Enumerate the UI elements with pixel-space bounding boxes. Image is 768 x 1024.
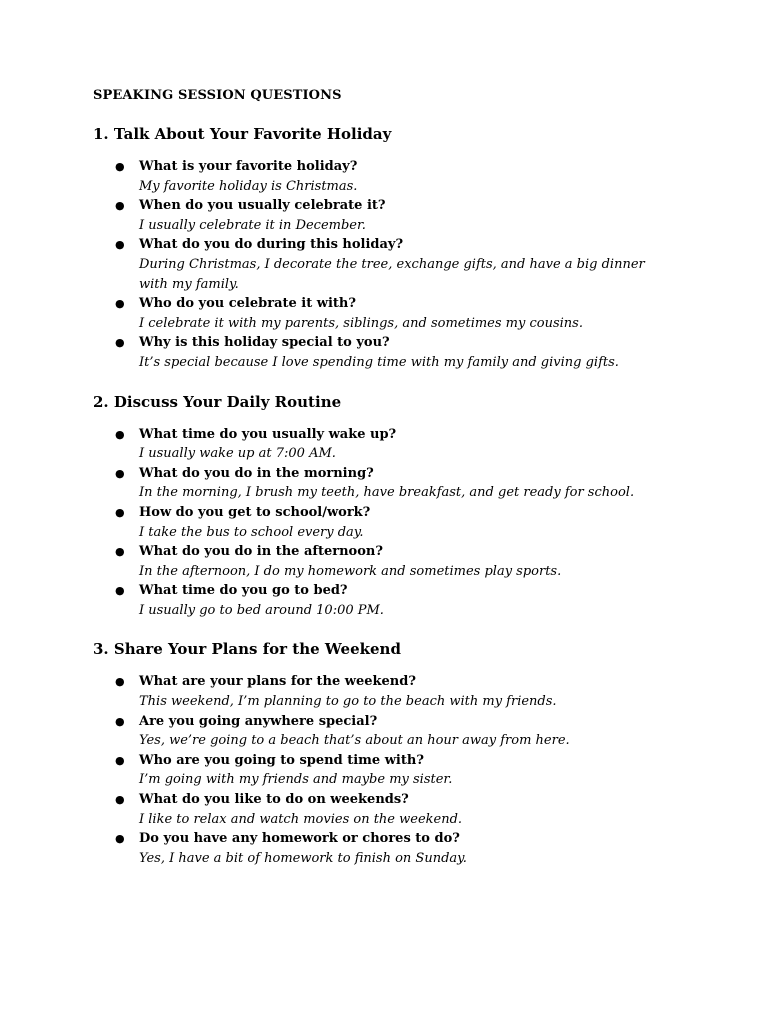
question-text: Who are you going to spend time with? [139,752,424,768]
list-item [93,751,693,790]
list-item [93,464,693,503]
list-item [93,542,693,581]
question-text: How do you get to school/work? [139,504,371,520]
question-list [93,425,693,621]
bullet-icon: ● [115,199,125,213]
list-item [93,157,693,196]
section-favorite-holiday [93,123,693,373]
bullet-icon: ● [115,832,125,846]
list-item [93,425,693,464]
list-item [93,581,693,620]
list-item [93,235,693,294]
section-heading: 2. Discuss Your Daily Routine [93,392,342,411]
bullet-icon: ● [115,714,125,728]
answer-text: I take the bus to school every day. [139,524,364,540]
list-item [93,672,693,711]
bullet-icon: ● [115,297,125,311]
bullet-icon: ● [115,505,125,519]
answer-text: I usually wake up at 7:00 AM. [139,446,336,462]
section-heading: 3. Share Your Plans for the Weekend [93,640,401,659]
list-item [93,712,693,751]
list-item [93,790,693,829]
answer-text: Yes, we’re going to a beach that’s about an hour away from here. [139,733,570,749]
answer-text: In the morning, I brush my teeth, have breakfast, and get ready for school. [139,485,635,501]
bullet-icon: ● [115,545,125,559]
document-page [93,86,693,886]
bullet-icon: ● [115,466,125,480]
section-daily-routine [93,391,693,621]
answer-text: My favorite holiday is Christmas. [139,178,358,194]
bullet-icon: ● [115,584,125,598]
answer-text: Yes, I have a bit of homework to finish on Sunday. [139,850,467,866]
question-text: Are you going anywhere special? [139,713,378,729]
list-item [93,829,693,868]
question-text: What do you like to do on weekends? [139,792,409,808]
question-text: What do you do in the afternoon? [139,544,383,560]
answer-text: I’m going with my friends and maybe my sister. [139,772,453,788]
list-item [93,294,693,333]
question-list [93,672,693,868]
question-text: Do you have any homework or chores to do? [139,831,460,847]
question-text: What do you do in the morning? [139,465,374,481]
bullet-icon: ● [115,675,125,689]
bullet-icon: ● [115,793,125,807]
answer-text: I celebrate it with my parents, siblings, and sometimes my cousins. [139,315,583,331]
answer-text: I like to relax and watch movies on the weekend. [139,811,463,827]
question-text: Why is this holiday special to you? [139,335,390,351]
list-item [93,503,693,542]
list-item [93,333,693,372]
section-heading: 1. Talk About Your Favorite Holiday [93,125,392,143]
question-list [93,157,693,373]
answer-text: It’s special because I love spending time with my family and giving gifts. [139,354,619,370]
answer-text: During Christmas, I decorate the tree, exchange gifts, and have a big dinner with my family. [139,256,645,292]
question-text: What is your favorite holiday? [139,159,358,174]
list-item [93,196,693,235]
question-text: What time do you go to bed? [139,583,348,599]
answer-text: I usually celebrate it in December. [139,217,366,233]
answer-text: I usually go to bed around 10:00 PM. [139,602,384,618]
bullet-icon: ● [115,427,125,441]
question-text: Who do you celebrate it with? [139,296,356,312]
question-text: What do you do during this holiday? [139,237,404,253]
answer-text: This weekend, I’m planning to go to the beach with my friends. [139,694,557,710]
question-text: What time do you usually wake up? [139,426,397,442]
section-weekend-plans [93,638,693,868]
bullet-icon: ● [115,336,125,350]
answer-text: In the afternoon, I do my homework and sometimes play sports. [139,563,562,579]
bullet-icon: ● [115,238,125,252]
bullet-icon: ● [115,753,125,767]
bullet-icon: ● [115,160,125,173]
question-text: What are your plans for the weekend? [139,674,416,690]
document-title: SPEAKING SESSION QUESTIONS [93,88,342,103]
question-text: When do you usually celebrate it? [139,198,386,214]
